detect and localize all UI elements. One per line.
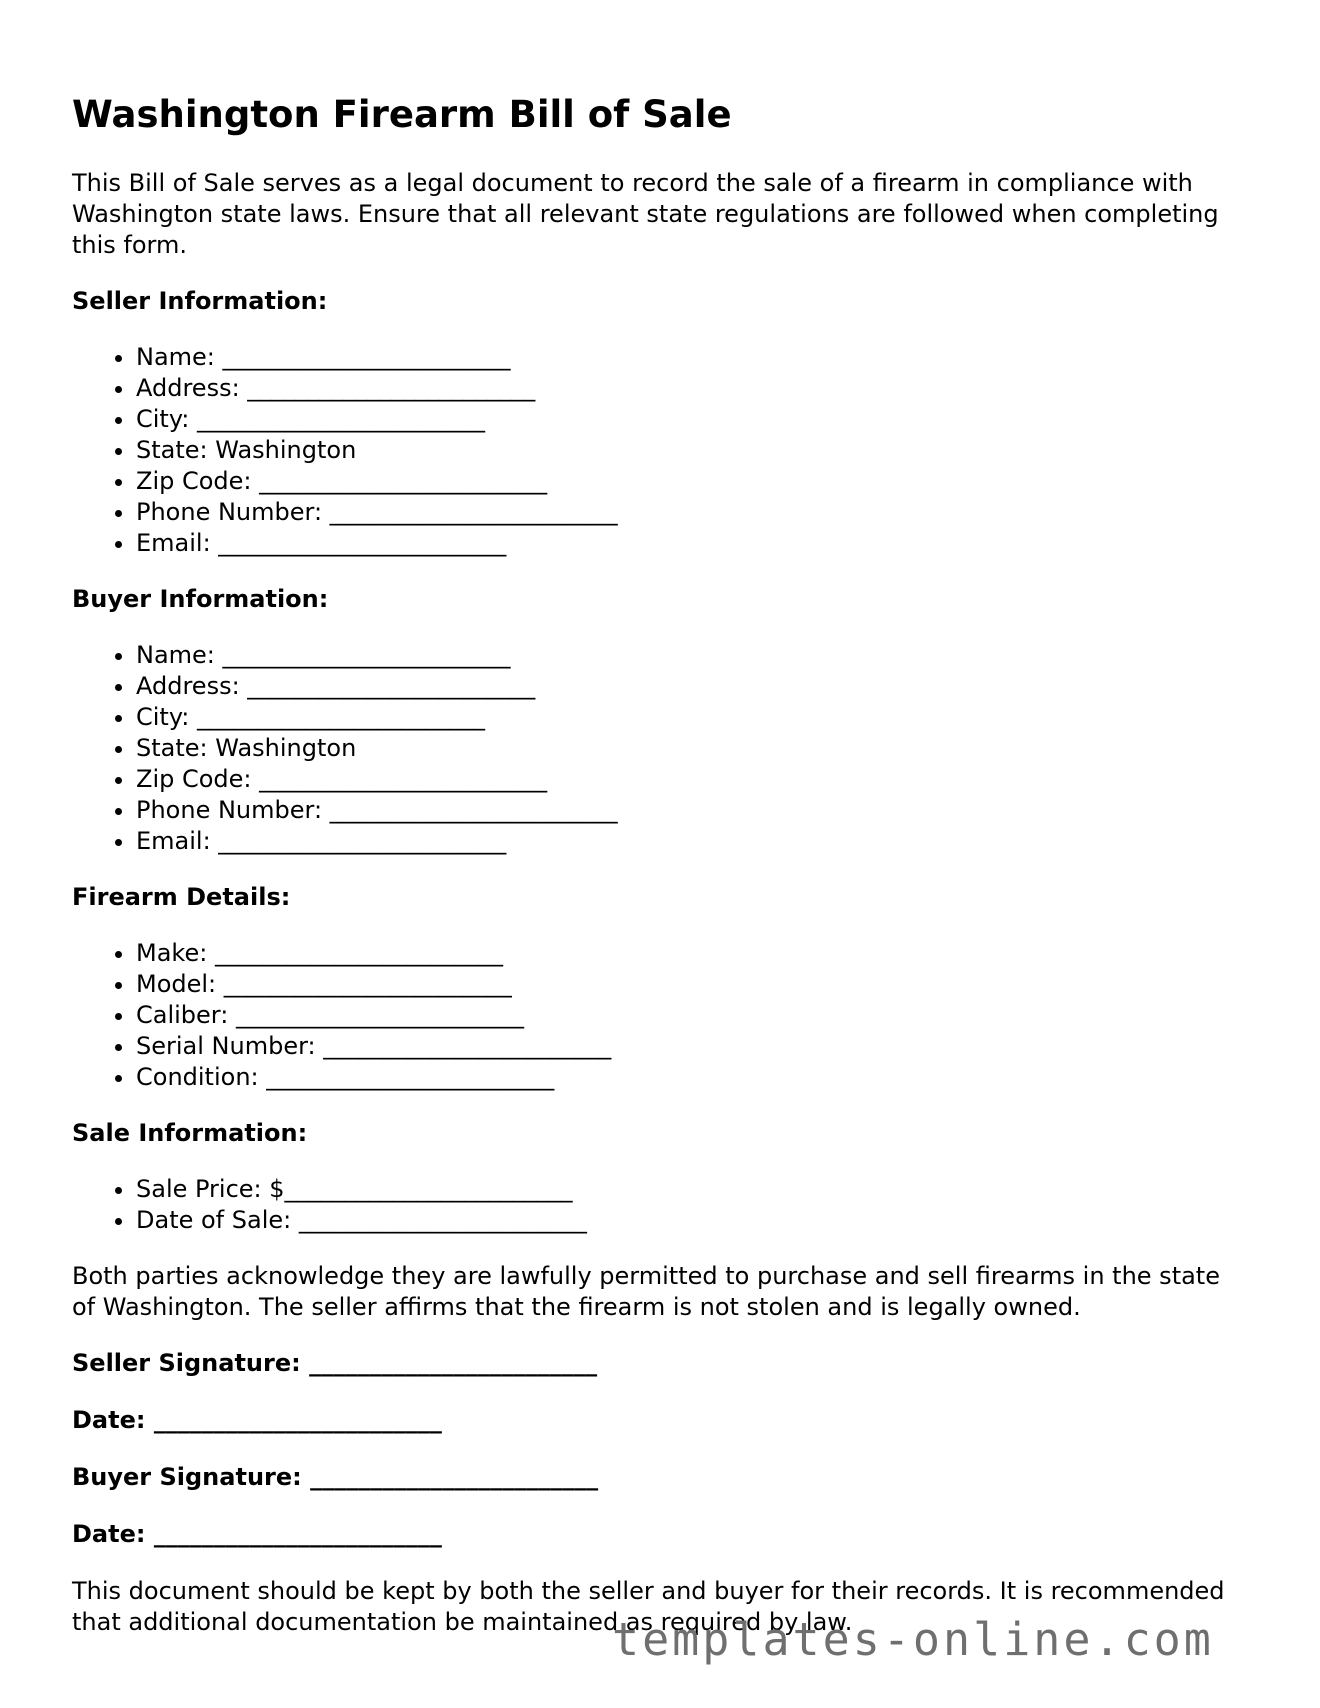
seller-email-field: • Email: ________________________ [136, 528, 1248, 559]
buyer-date-line: Date: ________________________ [72, 1520, 442, 1548]
acknowledgement-paragraph: Both parties acknowledge they are lawfully permitted to purchase and sell firearms in the state of Washington. The seller affirms that the firearm is not stolen and is legally owned. [72, 1262, 1220, 1321]
seller-name-field: • Name: ________________________ [136, 342, 1248, 373]
buyer-address-field: • Address: ________________________ [136, 671, 1248, 702]
sale-date-field: • Date of Sale: ________________________ [136, 1205, 1248, 1236]
seller-address-field: • Address: ________________________ [136, 373, 1248, 404]
sale-price-field: • Sale Price: $________________________ [136, 1174, 1248, 1205]
seller-city-field: • City: ________________________ [136, 404, 1248, 435]
seller-signature-line: Seller Signature: ________________________ [72, 1349, 598, 1377]
closing-paragraph: This document should be kept by both the seller and buyer for their records. It is recommended that additional documentation be maintained as required by law. [72, 1577, 1225, 1636]
buyer-phone-field: • Phone Number: ________________________ [136, 795, 1248, 826]
firearm-heading: Firearm Details: [72, 883, 291, 911]
seller-zip-field: • Zip Code: ________________________ [136, 466, 1248, 497]
buyer-state-field: • State: Washington [136, 733, 1248, 764]
buyer-email-field: • Email: ________________________ [136, 826, 1248, 857]
document-page [72, 80, 1248, 1666]
buyer-city-field: • City: ________________________ [136, 702, 1248, 733]
seller-date-line: Date: ________________________ [72, 1406, 442, 1434]
watermark: templates-online.com [612, 1613, 1214, 1666]
buyer-zip-field: • Zip Code: ________________________ [136, 764, 1248, 795]
buyer-heading: Buyer Information: [72, 585, 329, 613]
buyer-list [72, 640, 1248, 857]
firearm-make-field: • Make: ________________________ [136, 938, 1248, 969]
sale-list [72, 1174, 1248, 1236]
seller-state-field: • State: Washington [136, 435, 1248, 466]
buyer-signature-line: Buyer Signature: ________________________ [72, 1463, 599, 1491]
firearm-condition-field: • Condition: ________________________ [136, 1062, 1248, 1093]
seller-list [72, 342, 1248, 559]
firearm-model-field: • Model: ________________________ [136, 969, 1248, 1000]
sale-heading: Sale Information: [72, 1119, 308, 1147]
intro-paragraph: This Bill of Sale serves as a legal document to record the sale of a firearm in compliance with Washington state laws. Ensure that all relevant state regulations are followed when completing this form. [72, 169, 1219, 259]
firearm-caliber-field: • Caliber: ________________________ [136, 1000, 1248, 1031]
seller-phone-field: • Phone Number: ________________________ [136, 497, 1248, 528]
firearm-serial-field: • Serial Number: ________________________ [136, 1031, 1248, 1062]
seller-heading: Seller Information: [72, 287, 328, 315]
page-title: Washington Firearm Bill of Sale [72, 93, 732, 136]
firearm-list [72, 938, 1248, 1093]
buyer-name-field: • Name: ________________________ [136, 640, 1248, 671]
